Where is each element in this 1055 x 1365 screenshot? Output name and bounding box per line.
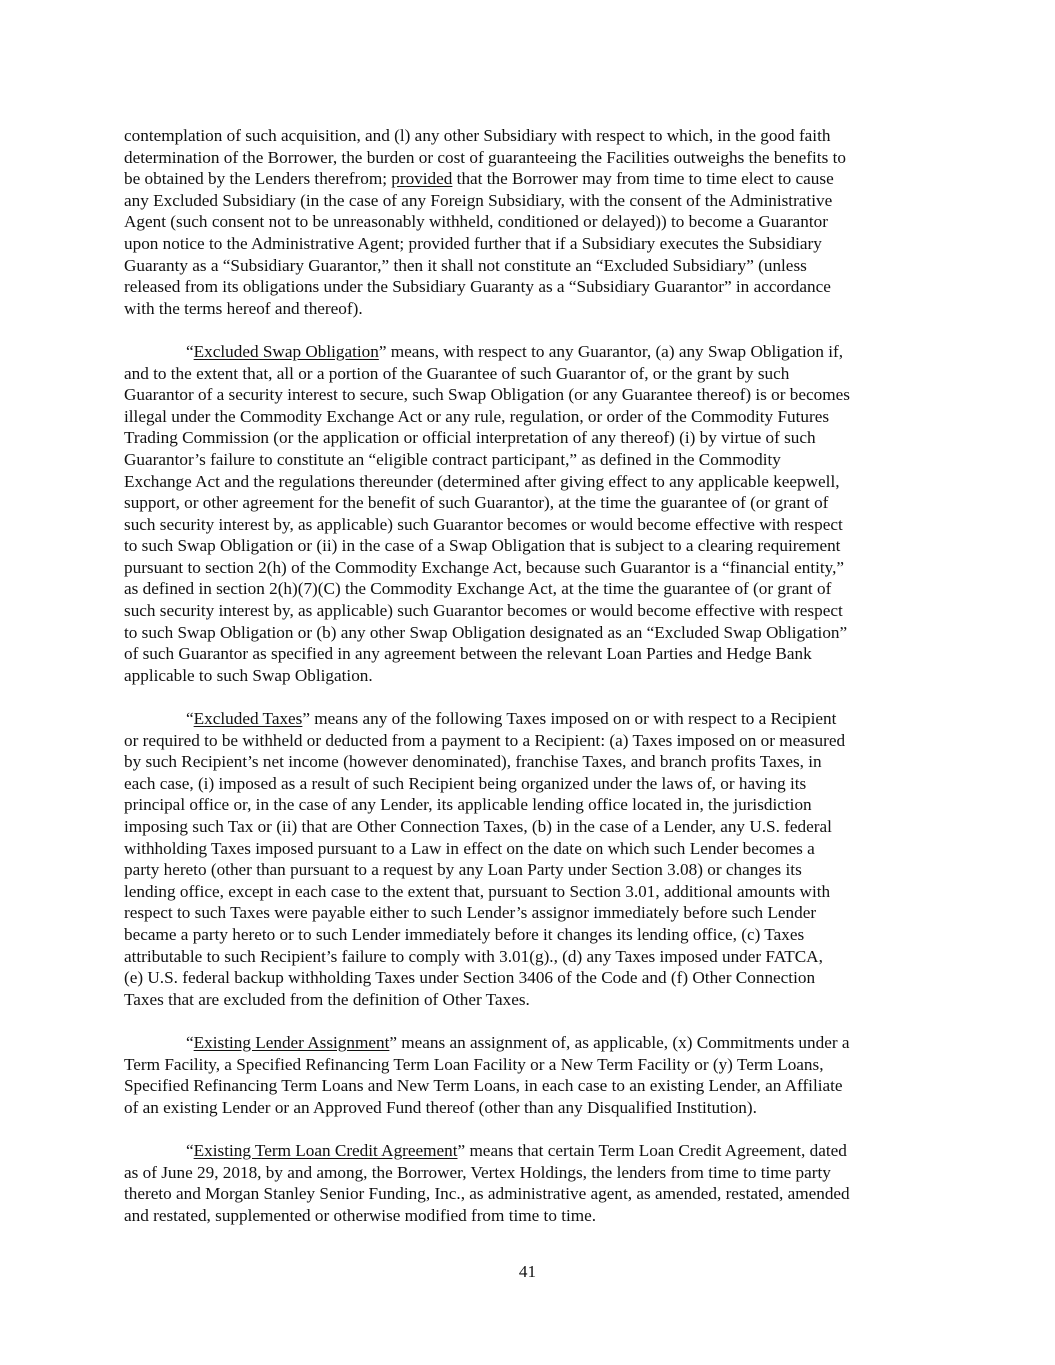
text-line: support, or other agreement for the benefit of such Guarantor), at the time the guarantee of (or grant of xyxy=(124,493,829,513)
text-line: imposing such Tax or (ii) that are Other Connection Taxes, (b) in the case of a Lender, any U.S. federal xyxy=(124,817,832,836)
text-segment: that the Borrower may from time to time elect to cause xyxy=(452,169,834,189)
text-line: contemplation of such acquisition, and (l) any other Subsidiary with respect to which, in the good faith xyxy=(124,126,831,145)
text-line xyxy=(124,1140,944,1162)
text-line xyxy=(124,708,944,730)
defined-term: Existing Term Loan Credit Agreement xyxy=(193,1140,458,1160)
text-line: thereto and Morgan Stanley Senior Funding, Inc., as administrative agent, as amended, restated, amended xyxy=(124,1184,850,1204)
text-line: principal office or, in the case of any Lender, its applicable lending office located in, the jurisdiction xyxy=(124,795,812,815)
open-quote: “ xyxy=(186,1032,194,1052)
text-line: and restated, supplemented or otherwise modified from time to time. xyxy=(124,1205,597,1225)
text-line xyxy=(124,168,944,190)
text-line: Trading Commission (or the application or official interpretation of any thereof) (i) by virtue of such xyxy=(124,428,816,448)
text-line: illegal under the Commodity Exchange Act or any rule, regulation, or order of the Commodity Futures xyxy=(124,406,830,426)
page-number: 41 xyxy=(518,1262,537,1281)
text-line: or required to be withheld or deducted from a payment to a Recipient: (a) Taxes imposed on or measured xyxy=(124,730,846,750)
text-line: each case, (i) imposed as a result of such Recipient being organized under the laws of, or having its xyxy=(124,773,807,793)
text-line: pursuant to section 2(h) of the Commodity Exchange Act, because such Guarantor is a “financial entity,” xyxy=(124,557,845,577)
text-line: Guarantor’s failure to constitute an “eligible contract participant,” as defined in the Commodity xyxy=(124,449,781,469)
open-quote: “ xyxy=(186,341,194,361)
defined-term: Existing Lender Assignment xyxy=(193,1032,390,1052)
text-line: (e) U.S. federal backup withholding Taxes under Section 3406 of the Code and (f) Other Connection xyxy=(124,968,816,988)
text-line: applicable to such Swap Obligation. xyxy=(124,665,373,685)
text-line xyxy=(124,1032,944,1054)
text-line: Exchange Act and the regulations thereunder (determined after giving effect to any applicable keepwell, xyxy=(124,471,840,491)
document-page xyxy=(124,125,944,1248)
text-segment: be obtained by the Lenders therefrom; xyxy=(124,169,392,189)
text-segment: ” means, with respect to any Guarantor, (a) any Swap Obligation if, xyxy=(378,341,844,361)
text-line: Guaranty as a “Subsidiary Guarantor,” then it shall not constitute an “Excluded Subsidiary” (unless xyxy=(124,255,807,275)
text-line: as of June 29, 2018, by and among, the Borrower, Vertex Holdings, the lenders from time to time party xyxy=(124,1162,831,1182)
defined-term: Excluded Swap Obligation xyxy=(193,341,379,361)
text-line: Term Facility, a Specified Refinancing Term Loan Facility or a New Term Facility or (y) Term Loans, xyxy=(124,1054,824,1074)
text-line: with the terms hereof and thereof). xyxy=(124,298,363,318)
text-line: any Excluded Subsidiary (in the case of any Foreign Subsidiary, with the consent of the Administrative xyxy=(124,190,833,210)
text-line: Taxes that are excluded from the definition of Other Taxes. xyxy=(124,989,530,1009)
definition-excluded-taxes xyxy=(124,708,944,1010)
text-segment: ” means an assignment of, as applicable, (x) Commitments under a xyxy=(389,1032,850,1052)
text-line: Guarantor of a security interest to secure, such Swap Obligation (or any Guarantee thereof) is or becomes xyxy=(124,385,850,405)
definition-excluded-swap-obligation xyxy=(124,341,944,687)
text-line: lending office, except in each case to the extent that, pursuant to Section 3.01, additional amounts with xyxy=(124,881,831,901)
definition-existing-lender-assignment xyxy=(124,1032,944,1118)
text-line: attributable to such Recipient’s failure to comply with 3.01(g)., (d) any Taxes imposed under FATCA, xyxy=(124,946,823,966)
text-line: to such Swap Obligation or (b) any other Swap Obligation designated as an “Excluded Swap Obligation” xyxy=(124,622,848,642)
defined-term: Excluded Taxes xyxy=(193,709,303,729)
text-line: determination of the Borrower, the burden or cost of guaranteeing the Facilities outweighs the benefits to xyxy=(124,147,846,167)
open-quote: “ xyxy=(186,1140,194,1160)
underlined-term-provided: provided xyxy=(391,169,453,189)
text-line: upon notice to the Administrative Agent; provided further that if a Subsidiary executes the Subsidiary xyxy=(124,233,822,253)
text-line: withholding Taxes imposed pursuant to a Law in effect on the date on which such Lender becomes a xyxy=(124,838,815,858)
text-line: such security interest by, as applicable) such Guarantor becomes or would become effective with respect xyxy=(124,514,843,534)
text-line: as defined in section 2(h)(7)(C) the Commodity Exchange Act, at the time the guarantee of (or grant of xyxy=(124,579,832,599)
text-line xyxy=(124,341,944,363)
text-line: respect to such Taxes were payable either to such Lender’s assignor immediately before such Lender xyxy=(124,903,817,923)
text-line: to such Swap Obligation or (ii) in the case of a Swap Obligation that is subject to a clearing requirement xyxy=(124,536,841,556)
text-line: of an existing Lender or an Approved Fund thereof (other than any Disqualified Institution). xyxy=(124,1097,757,1117)
text-segment: ” means that certain Term Loan Credit Agreement, dated xyxy=(457,1140,847,1160)
text-line: became a party hereto or to such Lender immediately before it changes its lending office, (c) Taxes xyxy=(124,924,805,944)
text-line: by such Recipient’s net income (however denominated), franchise Taxes, and branch profits Taxes, in xyxy=(124,752,822,772)
paragraph-excluded-subsidiary-continuation xyxy=(124,125,944,319)
definition-existing-term-loan-credit-agreement xyxy=(124,1140,944,1226)
text-line: party hereto (other than pursuant to a request by any Loan Party under Section 3.08) or changes its xyxy=(124,860,802,880)
text-line: and to the extent that, all or a portion of the Guarantee of such Guarantor of, or the grant by such xyxy=(124,363,790,383)
text-line: released from its obligations under the Subsidiary Guaranty as a “Subsidiary Guarantor” in accordance xyxy=(124,277,831,297)
text-line: of such Guarantor as specified in any agreement between the relevant Loan Parties and Hedge Bank xyxy=(124,644,812,664)
text-line: such security interest by, as applicable) such Guarantor becomes or would become effective with respect xyxy=(124,601,843,621)
text-segment: ” means any of the following Taxes imposed on or with respect to a Recipient xyxy=(302,709,837,729)
open-quote: “ xyxy=(186,709,194,729)
text-line: Agent (such consent not to be unreasonably withheld, conditioned or delayed)) to become a Guarantor xyxy=(124,212,828,232)
text-line: Specified Refinancing Term Loans and New Term Loans, in each case to an existing Lender, an Affiliate xyxy=(124,1076,843,1096)
